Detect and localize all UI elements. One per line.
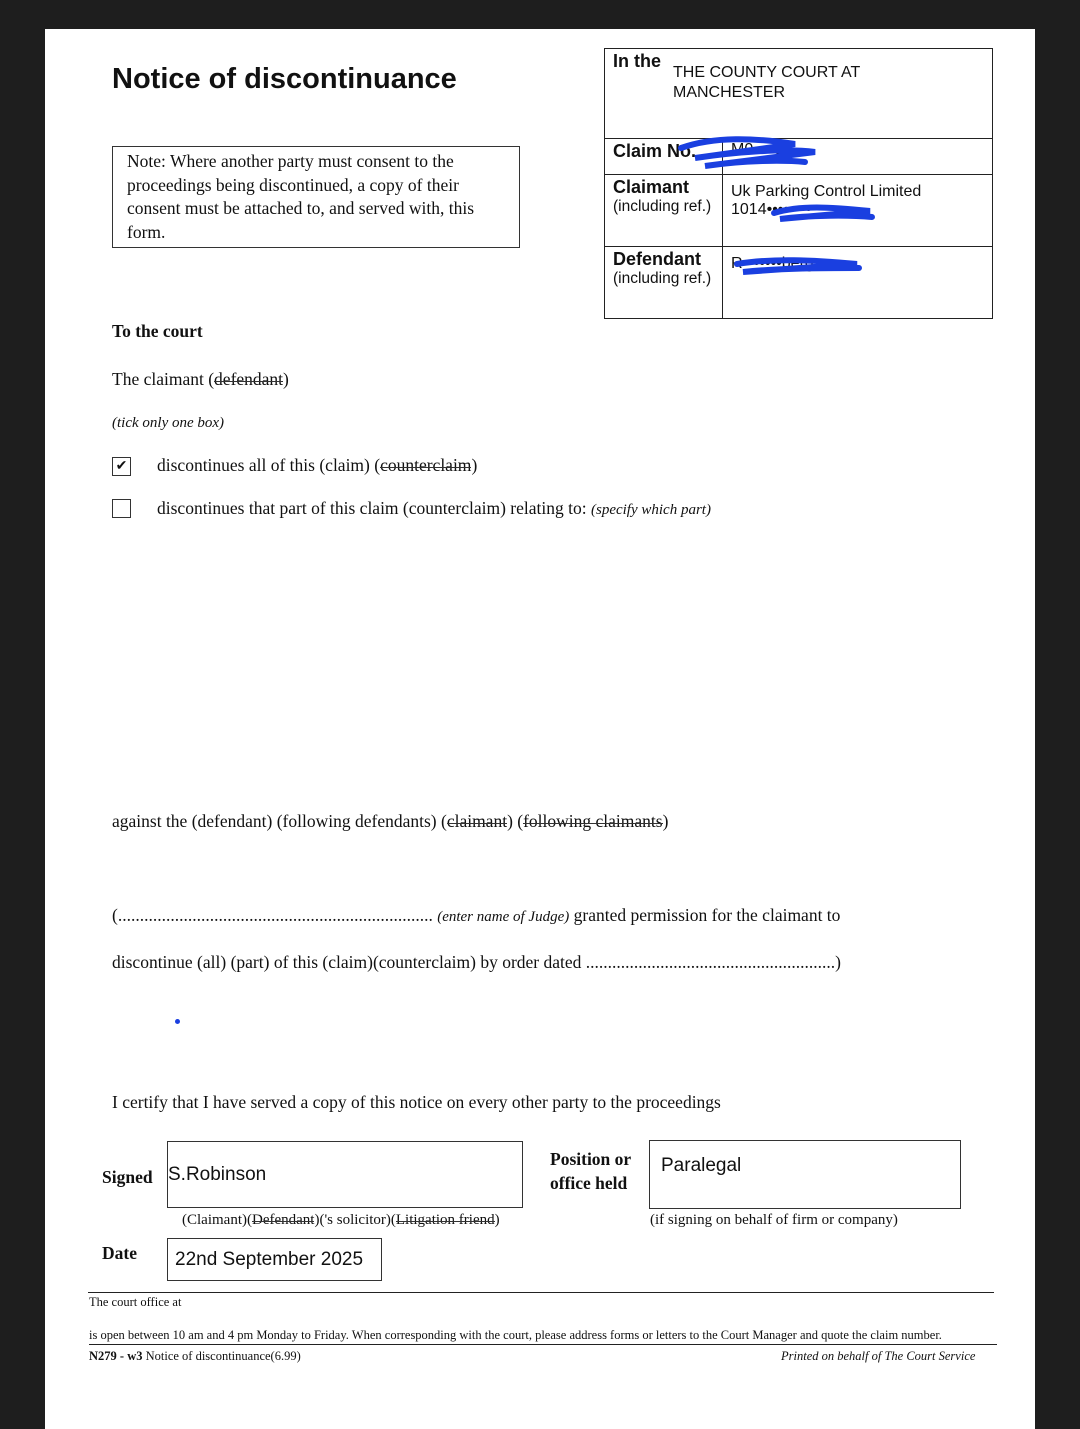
claimant-ref: 1014•••••••• xyxy=(731,201,812,215)
certify-statement: I certify that I have served a copy of this notice on every other party to the proceedings xyxy=(112,1092,721,1112)
court-office-text: The court office at xyxy=(89,1295,182,1309)
form-page xyxy=(45,29,1035,1429)
struck-defendant: defendant xyxy=(214,369,284,389)
date-label: Date xyxy=(102,1243,137,1263)
claim-no-redaction xyxy=(675,134,825,174)
claim-no-label: Claim No. xyxy=(613,141,697,161)
option-discontinue-all xyxy=(112,457,131,476)
claimant-sub-label: (including ref.) xyxy=(613,198,712,215)
struck-counterclaim: counterclaim xyxy=(380,455,472,475)
judge-line: (........................................................................ (enter name of Judge) granted permission for the claimant to xyxy=(112,905,841,925)
printed-by: Printed on behalf of The Court Service xyxy=(781,1349,976,1363)
specify-hint: (specify which part) xyxy=(590,502,711,518)
against-line: against the (defendant) (following defendants) (claimant) (following claimants) xyxy=(112,811,669,831)
defendant-sub-label: (including ref.) xyxy=(613,270,712,287)
to-the-court-heading: To the court xyxy=(112,321,203,341)
signature-field[interactable]: S.Robinson xyxy=(167,1141,523,1208)
checkbox-part[interactable] xyxy=(112,499,131,518)
in-the-label: In the xyxy=(613,51,661,71)
tick-instruction: (tick only one box) xyxy=(112,415,225,431)
position-label: Position or office held xyxy=(550,1149,632,1193)
claimant-line: The claimant (defendant) xyxy=(112,369,289,389)
claimant-value: Uk Parking Control Limited xyxy=(731,183,922,200)
form-reference: N279 - w3 Notice of discontinuance(6.99) xyxy=(89,1349,301,1363)
ink-dot xyxy=(175,1019,180,1024)
defendant-value: R•••••••berg xyxy=(731,255,814,272)
court-cell xyxy=(605,49,993,139)
checkbox-all[interactable]: ✔ xyxy=(112,457,131,476)
position-caption: (if signing on behalf of firm or company) xyxy=(650,1212,898,1228)
footer-divider xyxy=(88,1292,994,1293)
order-line: discontinue (all) (part) of this (claim)(counterclaim) by order dated .........................................................) xyxy=(112,952,841,972)
claimant-label: Claimant xyxy=(613,177,690,197)
position-field[interactable]: Paralegal xyxy=(649,1140,961,1209)
option-discontinue-part-label: discontinues that part of this claim (counterclaim) relating to: (specify which part) xyxy=(157,498,711,518)
option-discontinue-part xyxy=(112,499,131,523)
option-discontinue-all-label: discontinues all of this (claim) (counterclaim) xyxy=(157,455,478,475)
date-field[interactable]: 22nd September 2025 xyxy=(167,1238,382,1281)
opening-hours-text: is open between 10 am and 4 pm Monday to Friday. When corresponding with the court, please address forms or letters to the Court Manager and quote the claim number. xyxy=(89,1328,997,1345)
court-name: THE COUNTY COURT AT MANCHESTER xyxy=(673,64,861,101)
defendant-label: Defendant xyxy=(613,249,702,269)
form-title: Notice of discontinuance xyxy=(112,63,457,95)
claimant-ref-redaction xyxy=(770,201,880,225)
defendant-redaction xyxy=(733,254,863,282)
signature-caption: (Claimant)(Defendant)('s solicitor)(Litigation friend) xyxy=(182,1212,500,1228)
claim-no-value: M0••••25 xyxy=(731,141,794,158)
consent-note: Note: Where another party must consent to the proceedings being discontinued, a copy of their consent must be attached to, and served with, this form. xyxy=(112,146,520,248)
signed-label: Signed xyxy=(102,1167,153,1187)
